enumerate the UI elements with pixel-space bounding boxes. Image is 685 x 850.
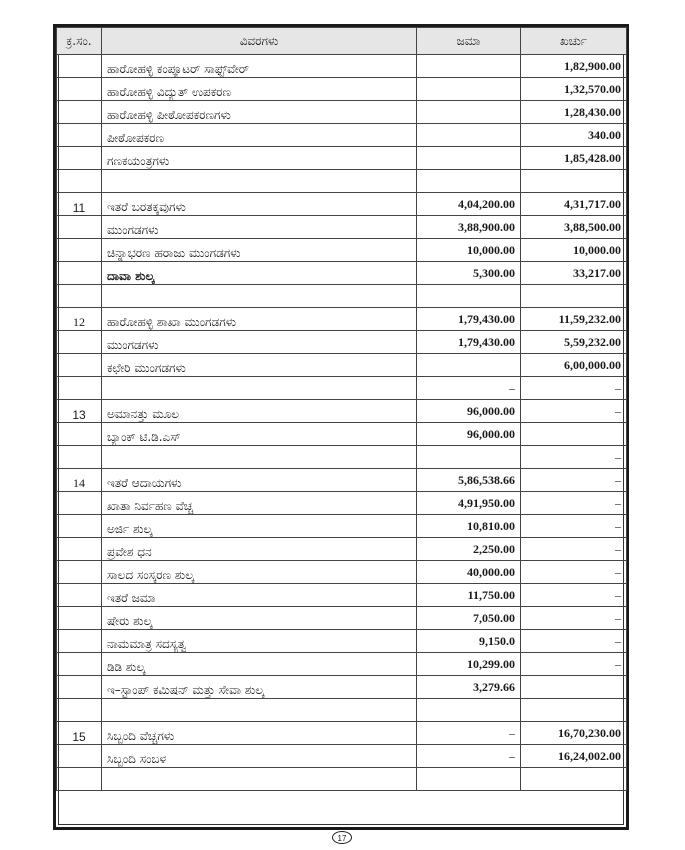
credit-cell: 5,300.00	[417, 262, 521, 285]
debit-cell: 10,000.00	[521, 239, 627, 262]
serial-no-cell	[57, 216, 102, 239]
particulars-text: ಇ–ಸ್ಟಾಂಪ್ ಕಮಿಷನ್ ಮತ್ತು ಸೇವಾ ಶುಲ್ಕ	[107, 683, 265, 697]
table-row	[57, 607, 627, 630]
section-heading-row	[57, 308, 627, 331]
header-debit: ಖರ್ಚು	[521, 28, 627, 55]
debit-cell	[521, 768, 627, 791]
particulars-text: ಅರ್ಜಿ ಶುಲ್ಕ	[107, 522, 153, 536]
serial-no-cell: 12	[57, 308, 102, 331]
particulars-cell	[102, 78, 417, 101]
credit-cell	[417, 285, 521, 308]
particulars-cell	[102, 377, 417, 400]
table-row	[57, 699, 627, 722]
page-number: 17	[332, 831, 352, 844]
particulars-cell	[102, 676, 417, 699]
particulars-text: ಡಿಡಿ ಶುಲ್ಕ	[107, 660, 146, 674]
debit-cell: 6,00,000.00	[521, 354, 627, 377]
particulars-cell	[102, 722, 417, 745]
particulars-text: ಇತರೆ ಜಮಾ	[107, 591, 156, 605]
particulars-cell	[102, 561, 417, 584]
table-row	[57, 584, 627, 607]
serial-no-cell: 14	[57, 469, 102, 492]
credit-cell: 4,91,950.00	[417, 492, 521, 515]
serial-no-cell: 13	[57, 400, 102, 423]
credit-cell: –	[417, 722, 521, 745]
serial-no-cell: 15	[57, 722, 102, 745]
credit-cell	[417, 78, 521, 101]
table-row	[57, 515, 627, 538]
particulars-text: ಪ್ರವೇಶ ಧನ	[107, 545, 152, 559]
credit-cell: 7,050.00	[417, 607, 521, 630]
section-heading-row	[57, 722, 627, 745]
table-row	[57, 55, 627, 78]
particulars-cell	[102, 446, 417, 469]
credit-cell	[417, 699, 521, 722]
credit-cell: 40,000.00	[417, 561, 521, 584]
particulars-text: ಇತರೆ ಆದಾಯಗಳು	[107, 476, 182, 490]
serial-no-cell	[57, 147, 102, 170]
section-heading-row	[57, 193, 627, 216]
debit-cell: –	[521, 538, 627, 561]
table-row	[57, 147, 627, 170]
serial-no-cell	[57, 55, 102, 78]
table-row	[57, 377, 627, 400]
debit-cell: –	[521, 446, 627, 469]
table-row	[57, 653, 627, 676]
serial-no-cell	[57, 607, 102, 630]
serial-no-cell	[57, 262, 102, 285]
header-particulars: ವಿವರಗಳು	[102, 28, 417, 55]
particulars-cell	[102, 124, 417, 147]
particulars-cell	[102, 331, 417, 354]
serial-no-cell	[57, 170, 102, 193]
particulars-cell	[102, 170, 417, 193]
particulars-text: ದಾವಾ ಶುಲ್ಕ	[107, 269, 155, 283]
serial-no-cell	[57, 584, 102, 607]
table-row	[57, 216, 627, 239]
particulars-text: ಖಾತಾ ನಿರ್ವಹಣ ವೆಚ್ಚ	[107, 499, 194, 513]
credit-cell: 11,750.00	[417, 584, 521, 607]
debit-cell: –	[521, 584, 627, 607]
particulars-cell	[102, 262, 417, 285]
particulars-text: ಗಣಕಯಂತ್ರಗಳು	[107, 154, 170, 168]
serial-no-cell	[57, 446, 102, 469]
credit-cell	[417, 354, 521, 377]
debit-cell: –	[521, 492, 627, 515]
debit-cell: 340.00	[521, 124, 627, 147]
serial-no-cell	[57, 239, 102, 262]
serial-no-cell	[57, 492, 102, 515]
credit-cell	[417, 55, 521, 78]
table-row	[57, 768, 627, 791]
particulars-cell	[102, 469, 417, 492]
credit-cell: 10,000.00	[417, 239, 521, 262]
table-row	[57, 354, 627, 377]
serial-no-cell	[57, 538, 102, 561]
table-row	[57, 101, 627, 124]
debit-cell: 1,85,428.00	[521, 147, 627, 170]
particulars-text: ಪೀಠೋಪಕರಣ	[107, 131, 165, 145]
particulars-cell	[102, 193, 417, 216]
credit-cell: 3,279.66	[417, 676, 521, 699]
debit-cell	[521, 285, 627, 308]
particulars-text: ಚಿನ್ನಾಭರಣ ಹರಾಜು ಮುಂಗಡಗಳು	[107, 246, 241, 260]
serial-no-cell	[57, 630, 102, 653]
credit-cell	[417, 446, 521, 469]
serial-no-cell	[57, 676, 102, 699]
debit-cell: –	[521, 607, 627, 630]
table-row	[57, 446, 627, 469]
section-heading-row	[57, 469, 627, 492]
debit-cell: 11,59,232.00	[521, 308, 627, 331]
serial-no-cell	[57, 699, 102, 722]
serial-no-cell	[57, 745, 102, 768]
credit-cell: –	[417, 745, 521, 768]
particulars-cell	[102, 745, 417, 768]
credit-cell: 1,79,430.00	[417, 308, 521, 331]
particulars-cell	[102, 55, 417, 78]
serial-no-cell	[57, 101, 102, 124]
table-row	[57, 676, 627, 699]
table-row	[57, 630, 627, 653]
credit-cell: 2,250.00	[417, 538, 521, 561]
particulars-cell	[102, 354, 417, 377]
particulars-text: ಹಾರೋಹಳ್ಳಿ ಪೀಠೋಪಕರಣಗಳು	[107, 108, 231, 122]
particulars-text: ಸಾಲದ ಸಂಸ್ಕರಣ ಶುಲ್ಕ	[107, 568, 195, 582]
particulars-text: ಇತರೆ ಬರತಕ್ಕವುಗಳು	[107, 200, 186, 214]
serial-no-cell	[57, 354, 102, 377]
table-row	[57, 331, 627, 354]
table-row	[57, 239, 627, 262]
particulars-text: ಸಿಬ್ಬಂದಿ ವೆಚ್ಚಗಳು	[107, 729, 175, 743]
particulars-text: ಮುಂಗಡಗಳು	[107, 338, 159, 352]
credit-cell: 5,86,538.66	[417, 469, 521, 492]
particulars-cell	[102, 423, 417, 446]
debit-cell: –	[521, 377, 627, 400]
ledger-body	[57, 55, 627, 791]
serial-no-cell	[57, 124, 102, 147]
credit-cell: 4,04,200.00	[417, 193, 521, 216]
particulars-text: ಹಾರೋಹಳ್ಳಿ ವಿದ್ಯುತ್ ಉಪಕರಣ	[107, 85, 232, 99]
serial-no-cell	[57, 285, 102, 308]
debit-cell: –	[521, 630, 627, 653]
credit-cell: 9,150.0	[417, 630, 521, 653]
particulars-text: ಕಛೇರಿ ಮುಂಗಡಗಳು	[107, 361, 186, 375]
section-heading-row	[57, 400, 627, 423]
particulars-text: ಅಮಾನತ್ತು ಮೂಲ	[107, 407, 180, 421]
credit-cell	[417, 101, 521, 124]
serial-no-cell	[57, 653, 102, 676]
table-row	[57, 170, 627, 193]
credit-cell: 10,810.00	[417, 515, 521, 538]
debit-cell: 1,28,430.00	[521, 101, 627, 124]
serial-no-cell	[57, 768, 102, 791]
debit-cell: 5,59,232.00	[521, 331, 627, 354]
credit-cell: 96,000.00	[417, 400, 521, 423]
debit-cell: 33,217.00	[521, 262, 627, 285]
credit-cell	[417, 170, 521, 193]
serial-no-cell	[57, 423, 102, 446]
debit-cell	[521, 699, 627, 722]
particulars-cell	[102, 308, 417, 331]
particulars-cell	[102, 607, 417, 630]
particulars-text: ಹಾರೋಹಳ್ಳಿ ಕಂಪ್ಯೂಟರ್ ಸಾಫ್ಟ್‌ವೇರ್	[107, 62, 250, 76]
table-row	[57, 262, 627, 285]
particulars-cell	[102, 699, 417, 722]
particulars-cell	[102, 538, 417, 561]
header-row	[57, 28, 627, 55]
header-serial-no: ಕ್ರ.ಸಂ.	[57, 28, 102, 55]
table-row	[57, 285, 627, 308]
particulars-cell	[102, 285, 417, 308]
ledger-table	[56, 27, 627, 791]
debit-cell: –	[521, 561, 627, 584]
debit-cell: 16,70,230.00	[521, 722, 627, 745]
particulars-text: ಬ್ಯಾಂಕ್ ಟಿ.ಡಿ.ಎಸ್	[107, 430, 181, 444]
particulars-text: ಸಿಬ್ಬಂದಿ ಸಂಬಳ	[107, 752, 167, 766]
header-credit: ಜಮಾ	[417, 28, 521, 55]
particulars-cell	[102, 216, 417, 239]
credit-cell	[417, 147, 521, 170]
credit-cell: 1,79,430.00	[417, 331, 521, 354]
debit-cell: 4,31,717.00	[521, 193, 627, 216]
serial-no-cell	[57, 515, 102, 538]
particulars-cell	[102, 630, 417, 653]
debit-cell: –	[521, 515, 627, 538]
debit-cell: 1,32,570.00	[521, 78, 627, 101]
table-row	[57, 561, 627, 584]
credit-cell	[417, 768, 521, 791]
serial-no-cell	[57, 377, 102, 400]
serial-no-cell	[57, 331, 102, 354]
table-row	[57, 124, 627, 147]
table-row	[57, 423, 627, 446]
particulars-cell	[102, 492, 417, 515]
table-row	[57, 538, 627, 561]
debit-cell: 16,24,002.00	[521, 745, 627, 768]
debit-cell: 1,82,900.00	[521, 55, 627, 78]
debit-cell: 3,88,500.00	[521, 216, 627, 239]
credit-cell: 96,000.00	[417, 423, 521, 446]
credit-cell: –	[417, 377, 521, 400]
table-row	[57, 492, 627, 515]
serial-no-cell	[57, 561, 102, 584]
credit-cell: 3,88,900.00	[417, 216, 521, 239]
particulars-cell	[102, 515, 417, 538]
debit-cell	[521, 423, 627, 446]
credit-cell	[417, 124, 521, 147]
serial-no-cell: 11	[57, 193, 102, 216]
particulars-text: ಹಾರೋಹಳ್ಳಿ ಶಾಖಾ ಮುಂಗಡಗಳು	[107, 315, 237, 329]
debit-cell	[521, 170, 627, 193]
debit-cell: –	[521, 653, 627, 676]
debit-cell	[521, 676, 627, 699]
particulars-cell	[102, 147, 417, 170]
debit-cell: –	[521, 400, 627, 423]
credit-cell: 10,299.00	[417, 653, 521, 676]
particulars-text: ಷೇರು ಶುಲ್ಕ	[107, 614, 153, 628]
particulars-cell	[102, 653, 417, 676]
table-row	[57, 78, 627, 101]
particulars-cell	[102, 768, 417, 791]
particulars-cell	[102, 239, 417, 262]
particulars-cell	[102, 584, 417, 607]
particulars-cell	[102, 101, 417, 124]
serial-no-cell	[57, 78, 102, 101]
particulars-cell	[102, 400, 417, 423]
particulars-text: ನಾಮಮಾತ್ರ ಸದಸ್ಯತ್ವ	[107, 637, 187, 651]
particulars-text: ಮುಂಗಡಗಳು	[107, 223, 159, 237]
debit-cell: –	[521, 469, 627, 492]
table-row	[57, 745, 627, 768]
